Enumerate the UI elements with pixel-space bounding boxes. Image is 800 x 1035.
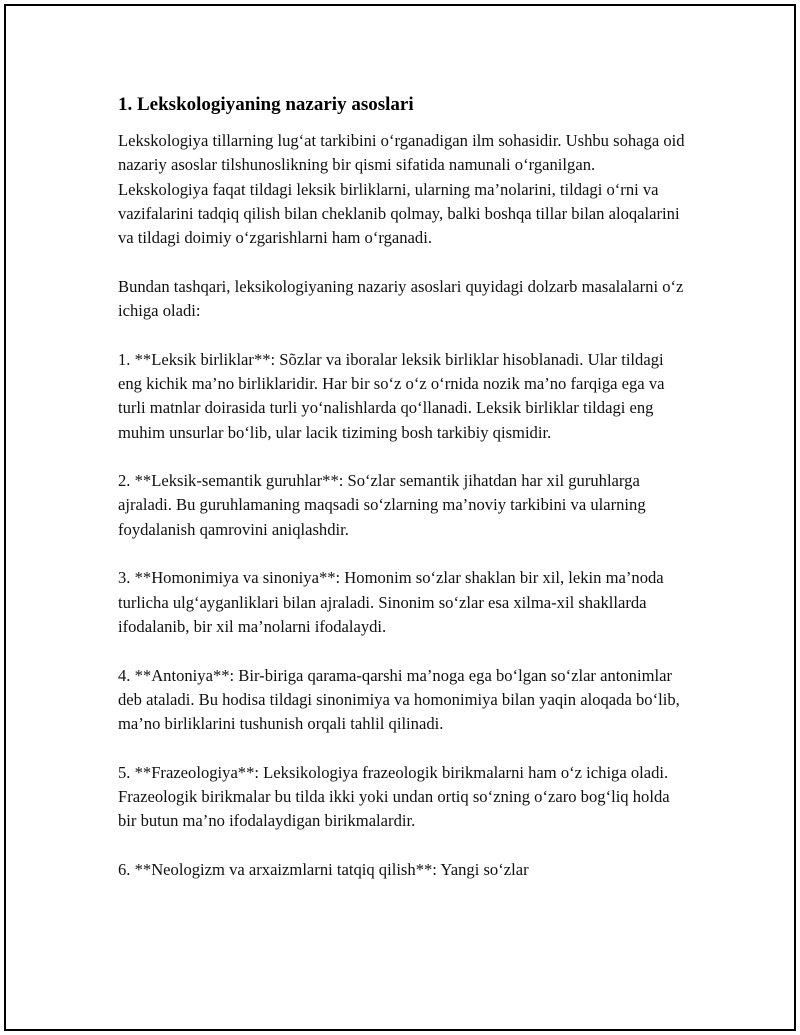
list-item-leksik-birliklar: 1. **Leksik birliklar**: Sõzlar va iboralar leksik birliklar hisoblanadi. Ular tildagi eng kichik ma’no birliklaridir. Har bir so‘z o‘z o‘rnida nozik ma’no farqiga ega va turli matnlar doirasida turli yo‘nalishlarda qo‘llanadi. Leksik birliklar tildagi eng muhim unsurlar bo‘lib, ular lacik tiziming bosh tarkibiy qismidir.: [118, 349, 665, 442]
list-item-homonimiya-sinoniya: 3. **Homonimiya va sinoniya**: Homonim so‘zlar shaklan bir xil, lekin ma’noda turlicha ulg‘ayganliklari bilan ajraladi. Sinonim so‘zlar esa xilma-xil shakllarda ifodalanib, bir xil ma’nolarni ifodalaydi.: [118, 568, 664, 636]
list-item-neologizm: 6. **Neologizm va arxaizmlarni tatqiq qilish**: Yangi so‘zlar: [118, 859, 529, 879]
paragraph-list-intro: Bundan tashqari, leksikologiyaning nazariy asoslari quyidagi dolzarb masalalarni o‘z ichiga oladi:: [118, 276, 684, 321]
section-heading: 1. Lekskologiyaning nazariy asoslari: [118, 94, 414, 115]
paragraph-intro: Lekskologiya tillarning lug‘at tarkibini o‘rganadigan ilm sohasidir. Ushbu sohaga oid nazariy asoslar tilshunoslikning bir qismi sifatida namunali o‘rganilgan. Lekskologiya faqat tildagi leksik birliklarni, ularning ma’nolarini, tildagi o‘rni va vazifalarini tadqiq qilish bilan cheklanib qolmay, balki boshqa tillar bilan aloqalarini va tildagi doimiy o‘zgarishlarni ham o‘rganadi.: [118, 131, 685, 248]
list-item-antoniya: 4. **Antoniya**: Bir-biriga qarama-qarshi ma’noga ega bo‘lgan so‘zlar antonimlar deb ataladi. Bu hodisa tildagi sinonimiya va homonimiya bilan yaqin aloqada bo‘lib, ma’no birliklarini tushunish orqali tahlil qilinadi.: [118, 665, 680, 734]
document-body: [118, 93, 688, 907]
list-item-leksik-semantik-guruhlar: 2. **Leksik-semantik guruhlar**: So‘zlar semantik jihatdan har xil guruhlarga ajraladi. Bu guruhlamaning maqsadi so‘zlarning ma’noviy tarkibini va ularning foydalanish qamrovini aniqlashdir.: [118, 471, 646, 539]
list-item-frazeologiya: 5. **Frazeologiya**: Leksikologiya frazeologik birikmalarni ham o‘z ichiga oladi. Frazeologik birikmalar bu tilda ikki yoki undan ortiq so‘zning o‘zaro bog‘liq holda bir butun ma’no ifodalaydigan birikmalardir.: [118, 762, 670, 831]
